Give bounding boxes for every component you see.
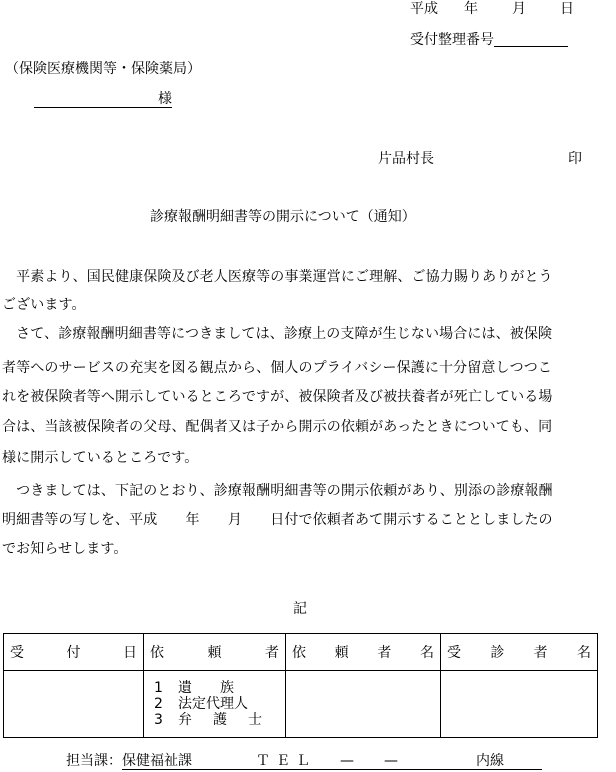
body-line: さて、診療報酬明細書等につきましては、診療上の支障が生じない場合には、被保険 (2, 326, 553, 342)
date-line (410, 2, 574, 16)
relation-item (154, 680, 285, 696)
date-day: 日 (560, 1, 574, 17)
relation-label (178, 680, 234, 696)
relation-number: 3 (154, 712, 163, 728)
addressee-line (34, 92, 172, 108)
contact-underline (122, 754, 542, 770)
tel-dash: — (384, 753, 398, 769)
sender-title: 片品村長 (378, 151, 434, 167)
receipt-number-label: 受付整理番号 (410, 32, 494, 48)
cell-requester (144, 671, 286, 738)
header-char: 名 (419, 645, 434, 661)
relation-item (154, 696, 285, 712)
relation-number: 2 (154, 696, 163, 712)
relation-char: 弁 (178, 712, 192, 728)
header-receipt-date (4, 634, 144, 671)
table-row (4, 671, 598, 738)
body-line: ございます。 (2, 297, 86, 313)
ki-marker: 記 (293, 601, 307, 617)
header-char: 診 (490, 645, 505, 661)
table-header-row (4, 634, 598, 671)
date-month: 月 (512, 1, 526, 17)
header-char: 者 (265, 645, 279, 661)
document-title: 診療報酬明細書等の開示について（通知） (150, 209, 416, 225)
spread-text (286, 642, 440, 662)
request-table (3, 633, 598, 738)
date-year: 年 (464, 1, 478, 17)
receipt-number (410, 33, 568, 47)
date-era: 平成 (410, 1, 438, 17)
header-requester (144, 634, 286, 671)
cell-receipt-date[interactable] (4, 671, 144, 738)
relation-number: 1 (154, 680, 163, 696)
relation-char: 護 (213, 712, 227, 728)
spread-text (441, 642, 597, 662)
seal-mark: 印 (568, 151, 582, 167)
header-char: 者 (533, 645, 548, 661)
relation-char: 族 (220, 680, 234, 696)
body-line: 合は、当該被保険者の父母、配偶者又は子から開示の依頼があったときについても、同 (2, 419, 553, 435)
tel-label: ＴＥＬ (256, 753, 316, 769)
relation-label (178, 712, 262, 728)
spread-text (144, 642, 285, 662)
relation-item (154, 712, 285, 728)
addressee-honorific: 様 (158, 91, 172, 107)
addressee-org-type: （保険医療機関等・保険薬局） (5, 61, 201, 77)
header-char: 依 (292, 645, 306, 661)
header-char: 頼 (207, 645, 222, 661)
relation-label: 法定代理人 (178, 696, 248, 712)
receipt-number-blank (494, 33, 568, 47)
header-char: 者 (377, 645, 392, 661)
header-char: 受 (447, 645, 461, 661)
contact-line (66, 754, 542, 770)
body-line: 様に開示しているところです。 (2, 450, 199, 466)
header-char: 依 (150, 645, 164, 661)
dept-name: 保健福祉課 (122, 753, 192, 769)
relation-char: 士 (248, 712, 262, 728)
spread-text (4, 642, 143, 662)
header-char: 日 (123, 645, 137, 661)
body-line: れを被保険者等へ開示しているところですが、被保険者及び被扶養者が死亡している場 (2, 389, 553, 405)
body-line: でお知らせします。 (2, 541, 128, 557)
cell-requester-name[interactable] (286, 671, 441, 738)
body-line: 平素より、国民健康保険及び老人医療等の事業運営にご理解、ご協力賜りありがとう (2, 269, 553, 285)
header-patient-name (441, 634, 598, 671)
body-line: 者等へのサービスの充実を図る観点から、個人のプライバシー保護に十分留意しつつこ (2, 360, 552, 376)
header-char: 受 (10, 645, 24, 661)
header-char: 頼 (334, 645, 349, 661)
header-requester-name (286, 634, 441, 671)
header-char: 名 (576, 645, 591, 661)
cell-patient-name[interactable] (441, 671, 598, 738)
header-char: 付 (66, 645, 81, 661)
body-line: 明細書等の写しを、平成 年 月 日付で依頼者あて開示することとしましたの (2, 512, 553, 528)
relation-list (144, 671, 285, 728)
staff-label: 担当課： (66, 753, 122, 769)
extension-label: 内線 (476, 753, 504, 769)
relation-char: 遺 (178, 680, 192, 696)
body-line: つきましては、下記のとおり、診療報酬明細書等の開示依頼があり、別添の診療報酬 (2, 483, 553, 499)
tel-dash: — (340, 753, 354, 769)
